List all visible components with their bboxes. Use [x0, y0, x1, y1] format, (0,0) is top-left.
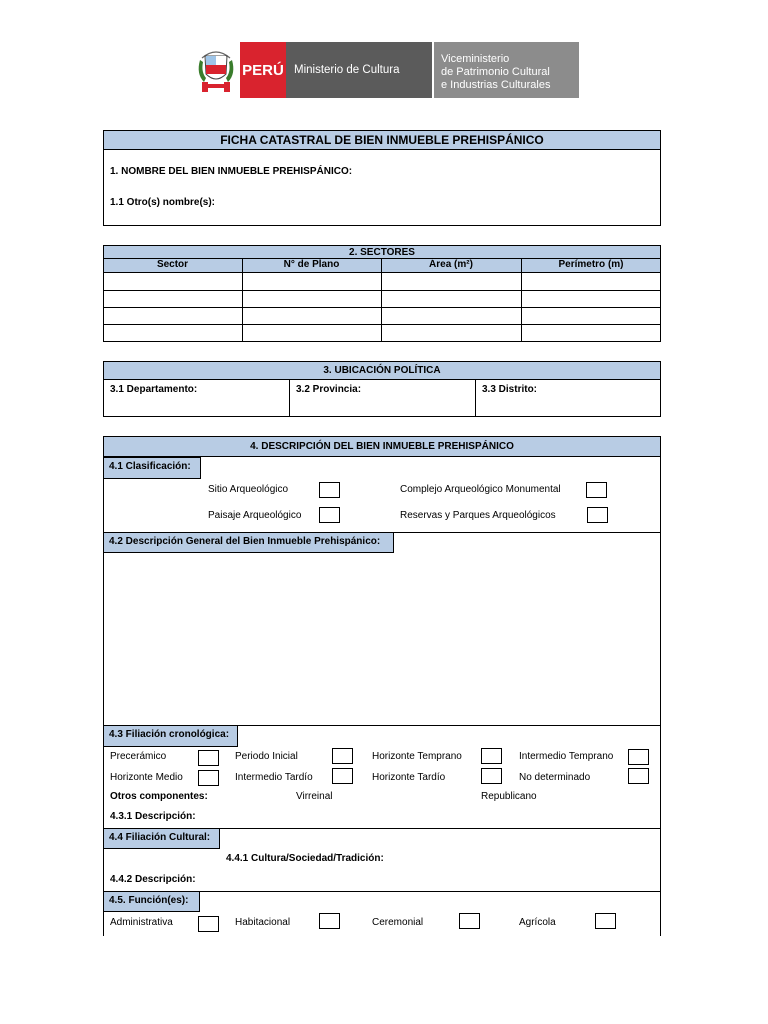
- filiacion-cronologica-label: 4.3 Filiación cronológica:: [103, 725, 238, 747]
- checkbox-reservas[interactable]: [587, 507, 608, 523]
- option-horizonte-temprano: Horizonte Temprano: [372, 751, 462, 762]
- name-label: 1. NOMBRE DEL BIEN INMUEBLE PREHISPÁNICO:: [110, 166, 353, 177]
- option-paisaje: Paisaje Arqueológico: [208, 510, 302, 521]
- cultura-label: 4.4.1 Cultura/Sociedad/Tradición:: [226, 853, 384, 864]
- col-divider: [521, 258, 522, 342]
- checkbox-horizonte-tardio[interactable]: [481, 768, 502, 784]
- option-no-determinado: No determinado: [519, 772, 591, 783]
- checkbox-complejo[interactable]: [586, 482, 607, 498]
- descripcion-general-label: 4.2 Descripción General del Bien Inmueble Prehispánico:: [103, 532, 394, 553]
- cultural-descripcion-label: 4.4.2 Descripción:: [110, 874, 196, 885]
- vice-line-1: Viceministerio: [441, 53, 510, 65]
- row-divider: [103, 307, 661, 308]
- option-agricola: Agrícola: [519, 917, 556, 928]
- checkbox-intermedio-tardio[interactable]: [332, 768, 353, 784]
- option-preceramico: Precerámico: [110, 751, 167, 762]
- option-ceremonial: Ceremonial: [372, 917, 424, 928]
- checkbox-horizonte-temprano[interactable]: [481, 748, 502, 764]
- col-sector: Sector: [156, 259, 189, 270]
- option-horizonte-tardio: Horizonte Tardío: [372, 772, 446, 783]
- ministry-text: Ministerio de Cultura: [294, 64, 400, 76]
- provincia-label: 3.2 Provincia:: [296, 384, 362, 395]
- col-divider: [242, 258, 243, 342]
- col-divider: [381, 258, 382, 342]
- row-divider: [103, 324, 661, 325]
- descripcion-general-area[interactable]: [104, 554, 660, 724]
- col-area: Área (m²): [429, 259, 473, 270]
- checkbox-ceremonial[interactable]: [459, 913, 480, 929]
- checkbox-agricola[interactable]: [595, 913, 616, 929]
- peru-logo: [240, 42, 286, 98]
- checkbox-sitio[interactable]: [319, 482, 340, 498]
- option-republicano: Republicano: [481, 791, 537, 802]
- option-intermedio-temprano: Intermedio Temprano: [519, 751, 614, 762]
- viceministry-logo: [434, 42, 579, 98]
- checkbox-habitacional[interactable]: [319, 913, 340, 929]
- sectores-title: 2. SECTORES: [103, 245, 661, 259]
- option-administrativa: Administrativa: [110, 917, 173, 928]
- option-complejo: Complejo Arqueológico Monumental: [400, 484, 561, 495]
- peru-text: PERÚ: [242, 61, 284, 79]
- form-title: FICHA CATASTRAL DE BIEN INMUEBLE PREHISPÁNICO: [103, 130, 661, 150]
- option-periodo-inicial: Periodo Inicial: [235, 751, 298, 762]
- checkbox-no-determinado[interactable]: [628, 768, 649, 784]
- col-divider: [475, 380, 476, 417]
- vice-line-3: e Industrias Culturales: [441, 79, 551, 91]
- checkbox-paisaje[interactable]: [319, 507, 340, 523]
- other-names-label: 1.1 Otro(s) nombre(s):: [110, 197, 216, 208]
- col-perimetro: Perímetro (m): [558, 259, 624, 270]
- descripcion-title: 4. DESCRIPCIÓN DEL BIEN INMUEBLE PREHISPÁNICO: [103, 436, 661, 457]
- peru-coat-of-arms-icon: [196, 44, 236, 96]
- clasificacion-label: 4.1 Clasificación:: [103, 457, 201, 479]
- col-plano: N° de Plano: [283, 259, 340, 270]
- filiacion-cultural-label: 4.4 Filiación Cultural:: [103, 828, 220, 849]
- ubicacion-title: 3. UBICACIÓN POLÍTICA: [103, 361, 661, 380]
- ministry-logo: [286, 42, 432, 98]
- cronologica-descripcion-label: 4.3.1 Descripción:: [110, 811, 196, 822]
- distrito-label: 3.3 Distrito:: [482, 384, 538, 395]
- checkbox-periodo-inicial[interactable]: [332, 748, 353, 764]
- checkbox-administrativa[interactable]: [198, 916, 219, 932]
- option-habitacional: Habitacional: [235, 917, 291, 928]
- departamento-label: 3.1 Departamento:: [110, 384, 198, 395]
- checkbox-preceramico[interactable]: [198, 750, 219, 766]
- option-virreinal: Virreinal: [296, 791, 333, 802]
- checkbox-horizonte-medio[interactable]: [198, 770, 219, 786]
- checkbox-intermedio-temprano[interactable]: [628, 749, 649, 765]
- option-horizonte-medio: Horizonte Medio: [110, 772, 183, 783]
- option-reservas: Reservas y Parques Arqueológicos: [400, 510, 556, 521]
- vice-line-2: de Patrimonio Cultural: [441, 66, 550, 78]
- funcion-label: 4.5. Función(es):: [103, 891, 200, 912]
- otros-componentes-label: Otros componentes:: [110, 791, 208, 802]
- row-divider: [103, 290, 661, 291]
- col-divider: [289, 380, 290, 417]
- option-intermedio-tardio: Intermedio Tardío: [235, 772, 313, 783]
- option-sitio: Sitio Arqueológico: [208, 484, 289, 495]
